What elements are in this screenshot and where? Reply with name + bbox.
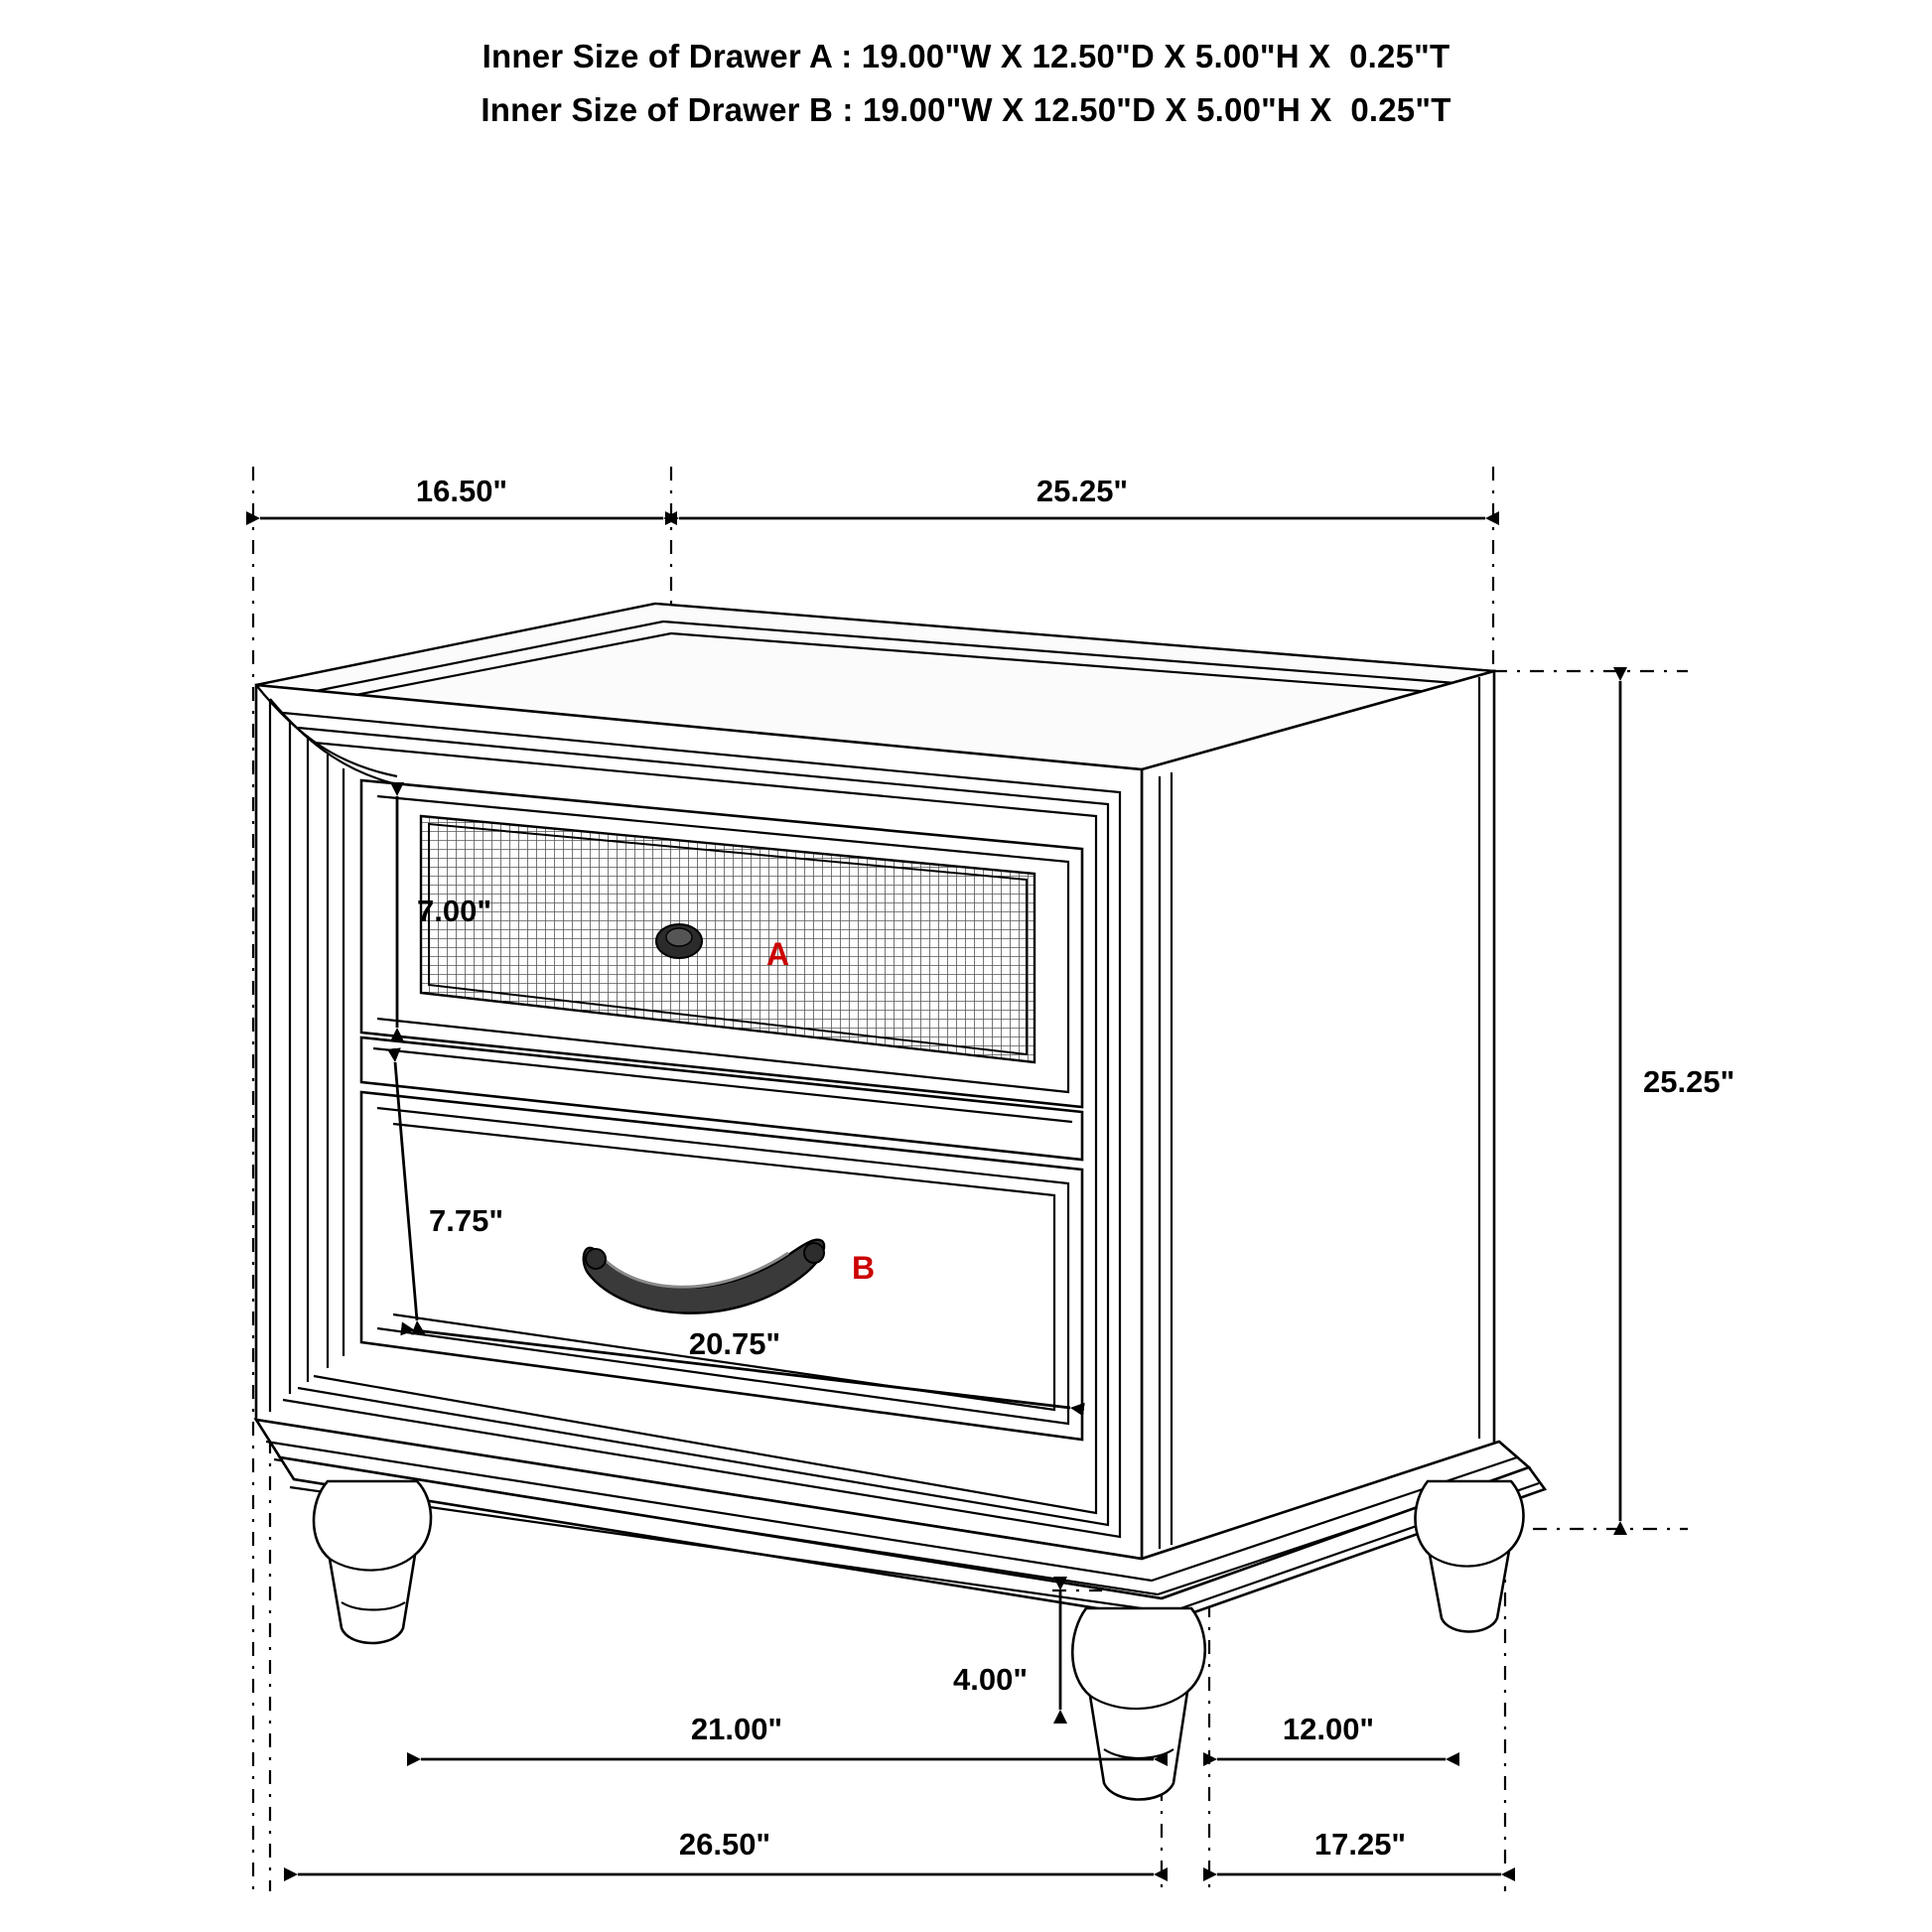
dim-20-75-label: 20.75" bbox=[688, 1326, 781, 1361]
dim-25-25-height-label: 25.25" bbox=[1643, 1064, 1735, 1099]
leg-front-right bbox=[1072, 1608, 1205, 1800]
leg-back-right bbox=[1416, 1481, 1524, 1632]
drawer-a-label: A bbox=[766, 936, 790, 972]
leg-front-left bbox=[314, 1481, 431, 1643]
dimension-top-right bbox=[679, 474, 1485, 518]
dim-17-25-label: 17.25" bbox=[1313, 1827, 1407, 1862]
dimension-front-width-21 bbox=[421, 1712, 1154, 1759]
inner-size-drawer-b-note: Inner Size of Drawer B : 19.00"W X 12.50"D X 5.00"H X 0.25"T bbox=[481, 91, 1451, 128]
drawer-a-knob[interactable] bbox=[656, 924, 702, 958]
dim-12-00-label: 12.00" bbox=[1282, 1712, 1375, 1746]
dimension-overall-depth-1725 bbox=[1217, 1827, 1501, 1874]
dim-7-00-label: 7.00" bbox=[417, 894, 492, 928]
dim-16-50-label: 16.50" bbox=[415, 474, 508, 508]
dim-25-25-top-label: 25.25" bbox=[1035, 474, 1129, 508]
dim-4-00-label: 4.00" bbox=[953, 1662, 1029, 1697]
dim-26-50-label: 26.50" bbox=[678, 1827, 771, 1862]
dim-21-00-label: 21.00" bbox=[690, 1712, 783, 1746]
cabinet-right-side bbox=[1142, 671, 1494, 1559]
dimension-top-left bbox=[260, 474, 663, 518]
dimension-overall-width-2650 bbox=[298, 1827, 1154, 1874]
dimension-right-height bbox=[1620, 681, 1734, 1521]
dim-7-75-label: 7.75" bbox=[429, 1203, 504, 1238]
inner-size-drawer-a-note: Inner Size of Drawer A : 19.00"W X 12.50"D X 5.00"H X 0.25"T bbox=[482, 38, 1450, 74]
drawer-b-label: B bbox=[852, 1250, 876, 1286]
dimension-side-width-12 bbox=[1217, 1712, 1446, 1759]
